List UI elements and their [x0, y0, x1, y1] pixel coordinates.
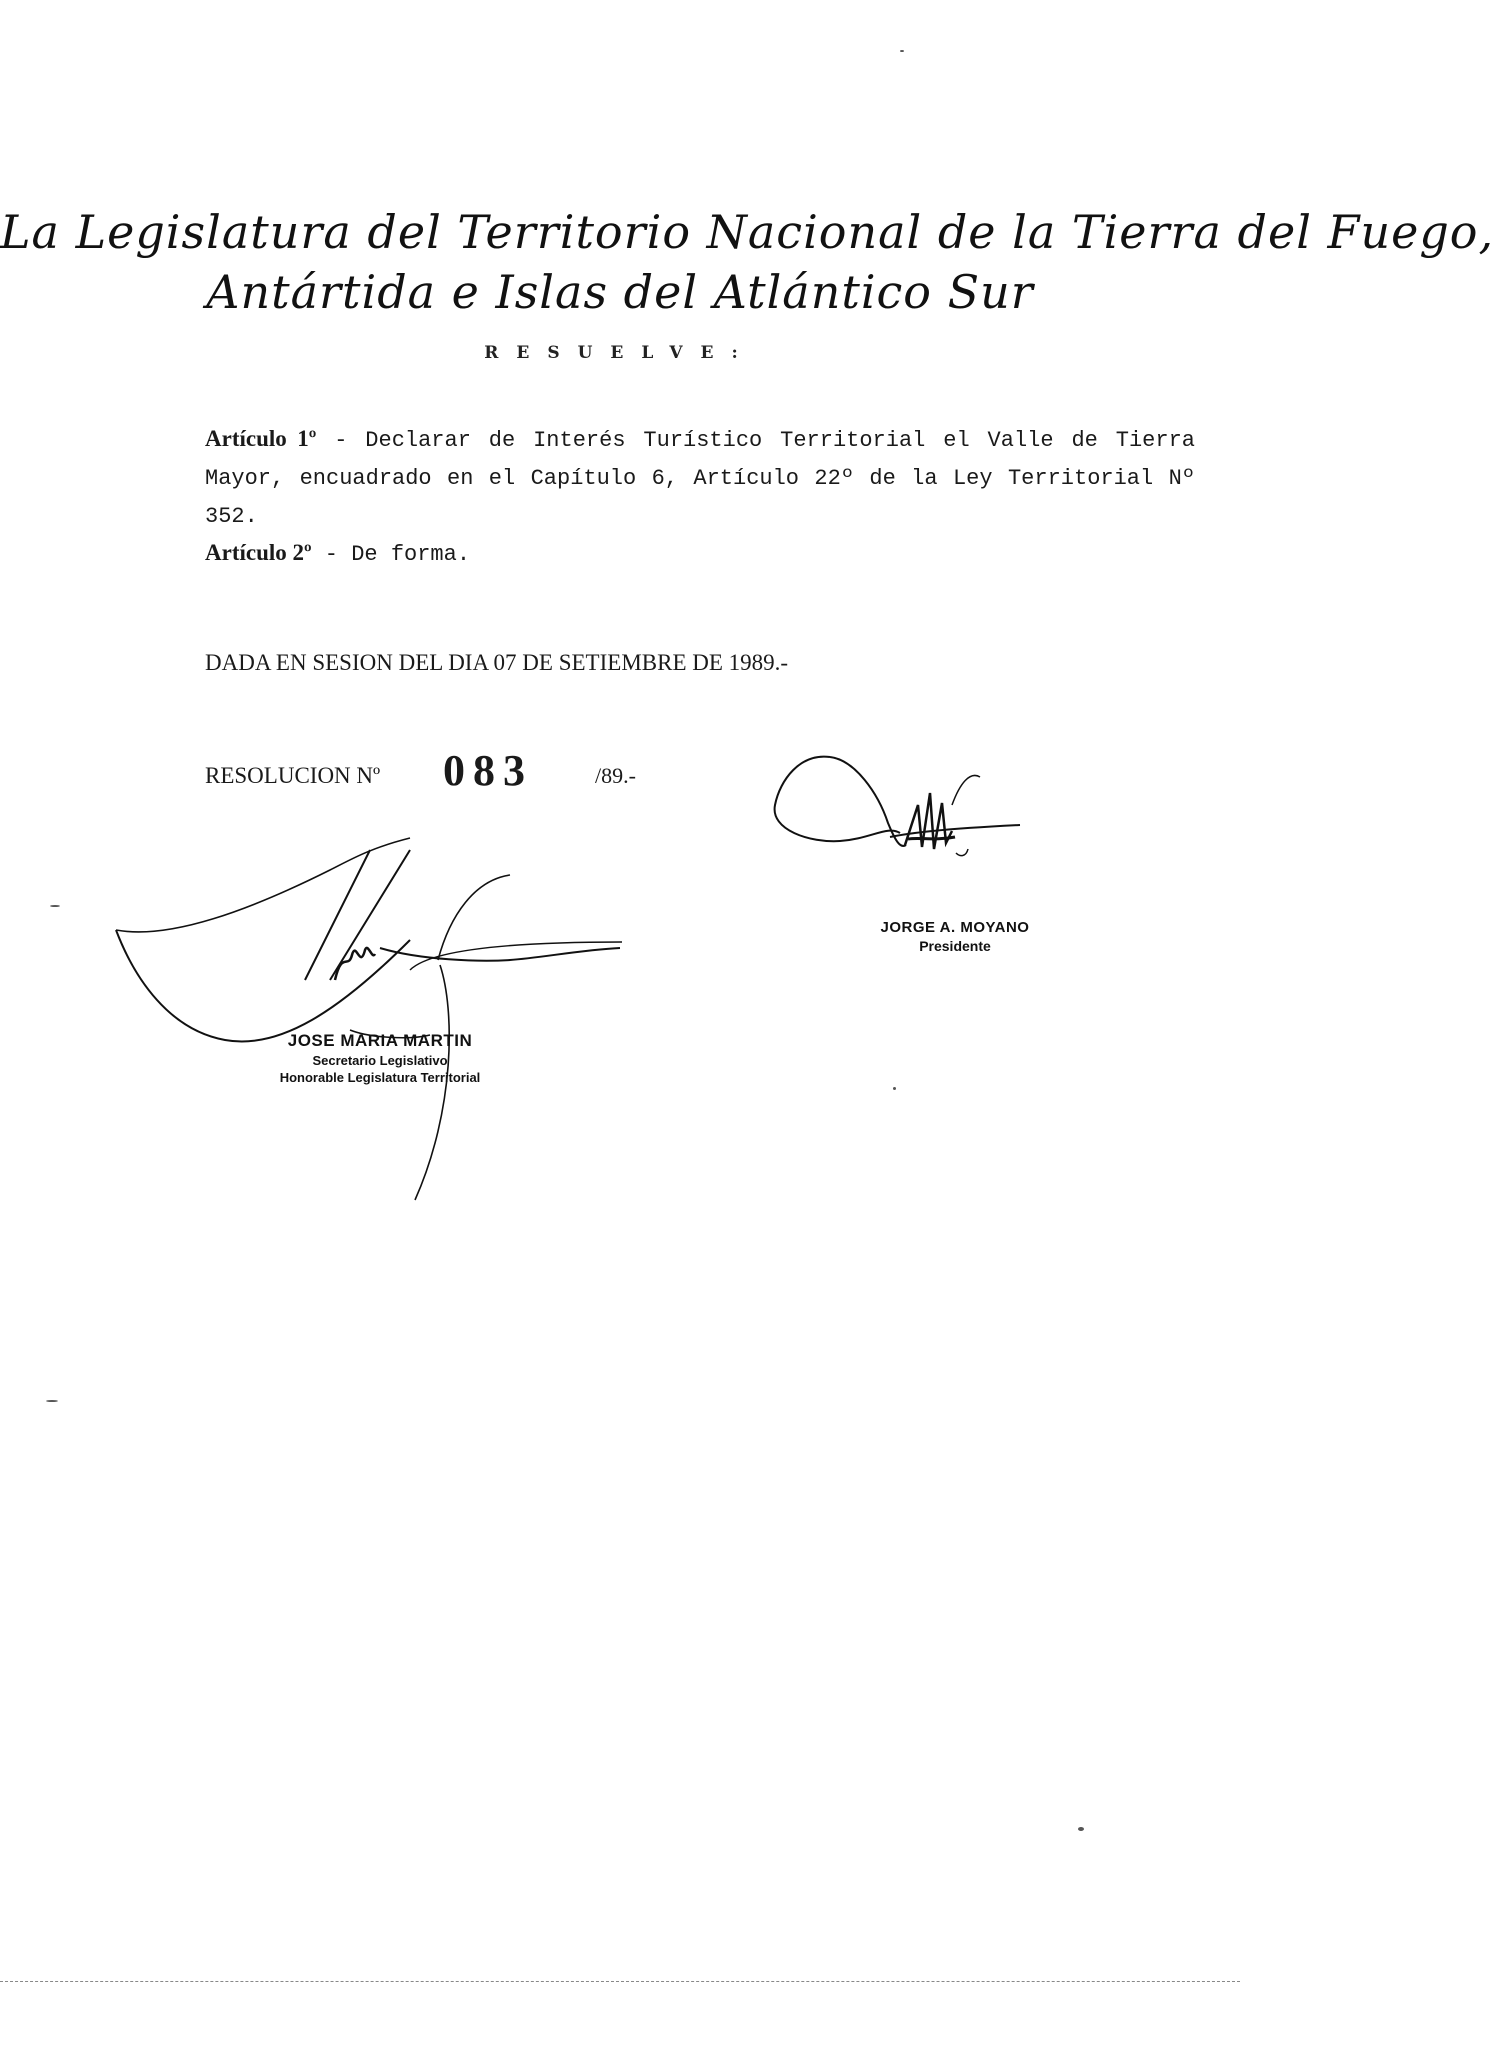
scan-speck: [46, 1400, 58, 1402]
article-1-label: Artículo 1º: [205, 426, 317, 451]
signer-right: [850, 919, 1060, 954]
signer-left-name: JOSE MARIA MARTIN: [287, 1031, 473, 1050]
scan-edge-line: [0, 1981, 1240, 1982]
signer-right-role: Presidente: [919, 938, 991, 954]
scan-speck: [50, 905, 60, 907]
heading-line-1: La Legislatura del Territorio Nacional de la Tierra del Fuego,: [0, 205, 1494, 259]
signature-left: [110, 830, 630, 1210]
scan-speck: [900, 50, 904, 52]
signature-right: [770, 745, 1040, 905]
signer-right-name: JORGE A. MOYANO: [880, 919, 1030, 936]
article-1-text: - Declarar de Interés Turístico Territorial el Valle de Tierra Mayor, encuadrado en el Capítulo 6, Artículo 22º de la Ley Territorial Nº 352.: [205, 428, 1195, 529]
resolution-year: /89.-: [595, 763, 636, 788]
session-date: DADA EN SESION DEL DIA 07 DE SETIEMBRE DE 1989.-: [205, 650, 789, 675]
article-1: [205, 420, 1195, 536]
article-2: [205, 534, 1195, 574]
scan-speck: [893, 1087, 896, 1090]
resolution-label: RESOLUCION Nº: [205, 763, 381, 788]
heading-line-2: Antártida e Islas del Atlántico Sur: [206, 265, 1034, 319]
signer-left: [250, 1031, 510, 1085]
scan-speck: [1078, 1827, 1084, 1831]
signer-left-org: Honorable Legislatura Territorial: [279, 1070, 481, 1085]
article-2-text: - De forma.: [311, 542, 471, 567]
article-2-label: Artículo 2º: [205, 540, 312, 565]
signer-left-role: Secretario Legislativo: [312, 1053, 448, 1068]
resuelve-title: RESUELVE:: [484, 343, 756, 363]
resolution-number: 083: [443, 746, 533, 795]
